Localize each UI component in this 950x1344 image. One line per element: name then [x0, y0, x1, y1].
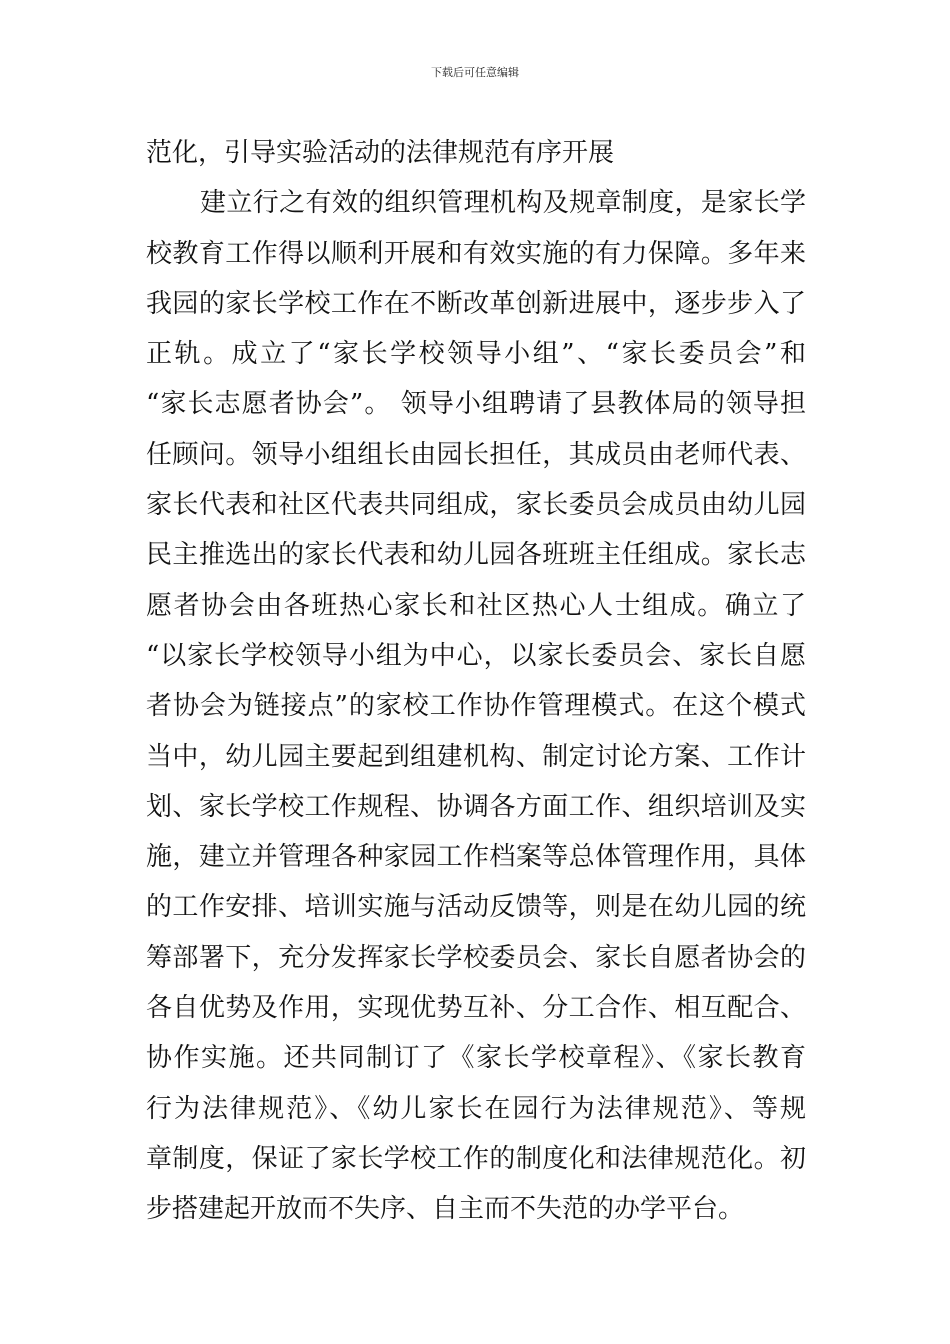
text-line: 我园的家长学校工作在不断改革创新进展中，逐步步入了 — [146, 288, 806, 319]
text-line: 行为法律规范》、《幼儿家长在园行为法律规范》、等规 — [146, 1093, 806, 1124]
text-line: 正轨。成立了“家长学校领导小组”、“家长委员会”和 — [146, 339, 806, 370]
text-line: 章制度，保证了家长学校工作的制度化和法律规范化。初 — [146, 1143, 806, 1174]
text-line: 各自优势及作用，实现优势互补、分工合作、相互配合、 — [146, 993, 806, 1024]
text-line: 当中，幼儿园主要起到组建机构、制定讨论方案、工作计 — [146, 741, 806, 772]
text-line: 筹部署下，充分发挥家长学校委员会、家长自愿者协会的 — [146, 942, 806, 973]
text-line: 民主推选出的家长代表和幼儿园各班班主任组成。家长志 — [146, 540, 806, 571]
text-line: 校教育工作得以顺利开展和有效实施的有力保障。多年来 — [146, 238, 806, 269]
text-line: 施，建立并管理各种家园工作档案等总体管理作用，具体 — [146, 842, 806, 873]
text-line: 建立行之有效的组织管理机构及规章制度，是家长学 — [200, 188, 806, 219]
text-line: 任顾问。领导小组组长由园长担任，其成员由老师代表、 — [146, 439, 806, 470]
text-line: 愿者协会由各班热心家长和社区热心人士组成。确立了 — [146, 590, 806, 621]
text-line: “以家长学校领导小组为中心，以家长委员会、家长自愿 — [146, 640, 806, 671]
text-line: 范化，引导实验活动的法律规范有序开展 — [146, 138, 615, 168]
text-line: 的工作安排、培训实施与活动反馈等，则是在幼儿园的统 — [146, 892, 806, 923]
text-line: 划、家长学校工作规程、协调各方面工作、组织培训及实 — [146, 791, 806, 822]
text-line: 者协会为链接点”的家校工作协作管理模式。在这个模式 — [146, 691, 806, 722]
text-line: 家长代表和社区代表共同组成，家长委员会成员由幼儿园 — [146, 490, 806, 521]
text-line: “家长志愿者协会”。 领导小组聘请了县教体局的领导担 — [146, 389, 806, 420]
text-line: 协作实施。还共同制订了《家长学校章程》、《家长教育 — [146, 1043, 806, 1074]
page-header-note: 下载后可任意编辑 — [431, 66, 519, 79]
document-body — [146, 128, 806, 1235]
text-line: 步搭建起开放而不失序、自主而不失范的办学平台。 — [146, 1194, 745, 1225]
